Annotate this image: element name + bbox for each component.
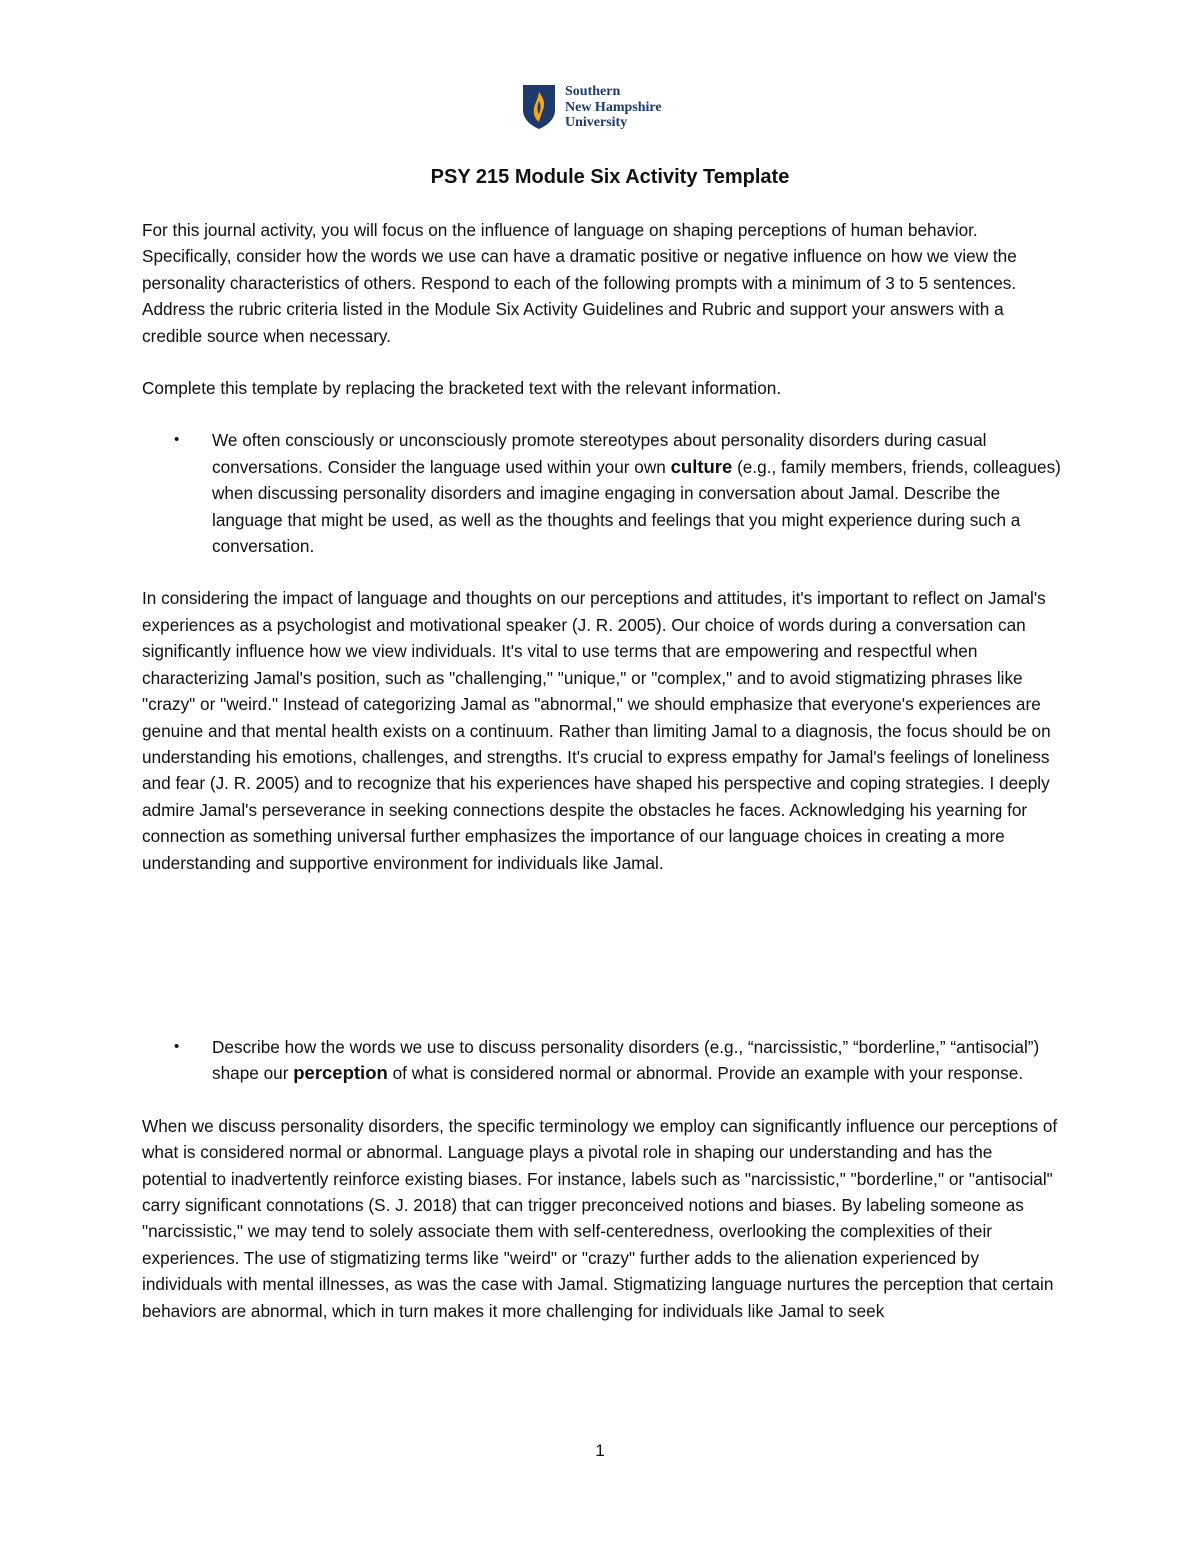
answer-2: When we discuss personality disorders, the specific terminology we employ can significantly influence our perceptions of what is considered normal or abnormal. Language plays a pivotal role in shaping our understanding and has the potential to inadvertently reinforce existing biases. For instance, labels such as "narcissistic," "borderline," or "antisocial" carry significant connotations (S. J. 2018) that can trigger preconceived notions and biases. By labeling someone as "narcissistic," we may tend to solely associate them with self-centeredness, overlooking the complexities of their experiences. The use of stigmatizing terms like "weird" or "crazy" further adds to the alienation experienced by individuals with mental illnesses, as was the case with Jamal. Stigmatizing language nurtures the perception that certain behaviors are abnormal, which in turn makes it more challenging for individuals like Jamal to seek <box>142 1115 1058 1321</box>
bullet-icon: • <box>174 1037 180 1055</box>
prompt-1-emphasis: culture <box>670 455 733 477</box>
prompt-1-text-start: We often consciously or unconsciously promote stereotypes about personality disorders during casual conversations. Consider the language used within your own <box>212 430 987 477</box>
answer-1: In considering the impact of language and thoughts on our perceptions and attitudes, it's important to reflect on Jamal's experiences as a psychologist and motivational speaker (J. R. 2005). Our choice of words during a conversation can significantly influence how we view individuals. It's vital to use terms that are empowering and respectful when characterizing Jamal's position, such as "challenging," "unique," or "complex," and to avoid stigmatizing phrases like "crazy" or "weird." Instead of categorizing Jamal as "abnormal," we should emphasize that everyone's experiences are genuine and that mental health exists on a continuum. Rather than limiting Jamal to a diagnosis, the focus should be on understanding his emotions, challenges, and strengths. It's crucial to express empathy for Jamal's feelings of loneliness and fear (J. R. 2005) and to recognize that his experiences have shaped his perspective and coping strategies. I deeply admire Jamal's perseverance in seeking connections despite the obstacles he faces. Acknowledging his yearning for connection as something universal further emphasizes the importance of our language choices in creating a more understanding and supportive environment for individuals like Jamal. <box>142 588 1051 873</box>
spacer <box>142 876 1062 1008</box>
bullet-icon: • <box>174 431 180 449</box>
logo-line-3: University <box>565 115 628 130</box>
prompt-2-text-end: of what is considered normal or abnormal. Provide an example with your response. <box>387 1063 1024 1084</box>
page-title: PSY 215 Module Six Activity Template <box>430 166 790 188</box>
instruction-paragraph: Complete this template by replacing the bracketed text with the relevant information. <box>142 378 782 399</box>
prompt-1 <box>142 427 1062 559</box>
prompt-2-emphasis: perception <box>293 1062 388 1084</box>
university-logo <box>522 84 662 131</box>
logo-wordmark <box>565 84 662 131</box>
prompt-2-text-start: Describe how the words we use to discuss personality disorders (e.g., “narcissistic,” “borderline,” “antisocial”) shape our <box>212 1036 1040 1084</box>
logo-line-1: Southern <box>565 84 621 99</box>
page-number: 1 <box>595 1441 605 1460</box>
prompt-2 <box>142 1034 1062 1087</box>
intro-paragraph: For this journal activity, you will focus on the influence of language on shaping perceptions of human behavior. Specifically, consider how the words we use can have a dramatic positive or negative influence on how we view the personality characteristics of others. Respond to each of the following prompts with a minimum of 3 to 5 sentences. Address the rubric criteria listed in the Module Six Activity Guidelines and Rubric and support your answers with a credible source when necessary. <box>142 220 1017 346</box>
document-body <box>142 163 1062 1324</box>
prompt-1-text-end: (e.g., family members, friends, colleagues) when discussing personality disorders and imagine engaging in conversation about Jamal. Describe the language that might be used, as well as the thoughts and feelings that you might experience during such a conversation. <box>212 456 1061 557</box>
logo-line-2: New Hampshire <box>565 99 662 115</box>
shield-flame-icon <box>522 84 556 130</box>
